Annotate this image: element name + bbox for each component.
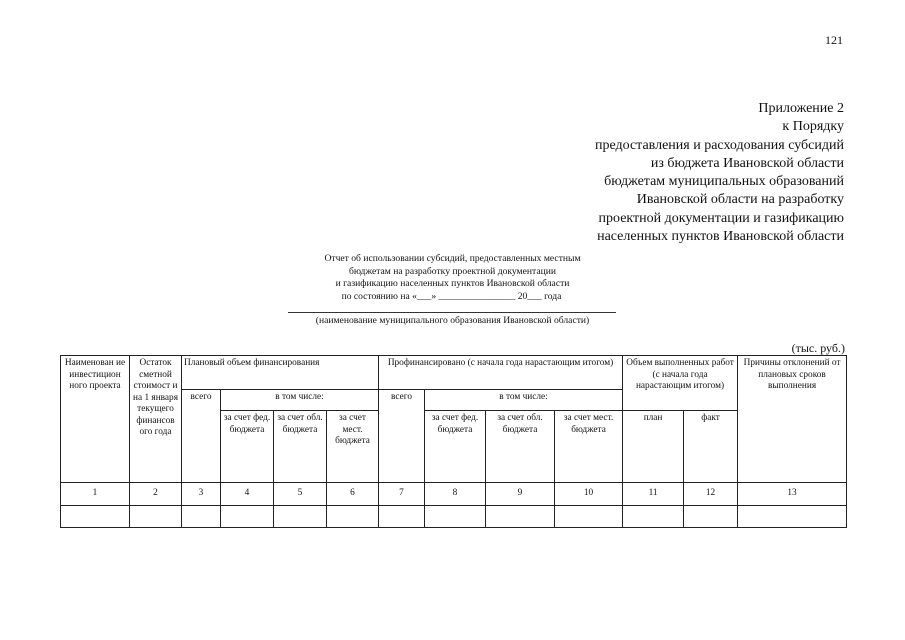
header-financed-mest: за счет мест. бюджета: [555, 411, 623, 483]
header-completed-work: Объем выполненных работ (с начала года нарастающим итогом): [623, 356, 738, 411]
municipality-underline: [288, 312, 616, 313]
table-cell: [623, 506, 684, 528]
header-financed-fed: за счет фед. бюджета: [425, 411, 486, 483]
column-number: 11: [623, 483, 684, 506]
header-planned-obl: за счет обл. бюджета: [274, 411, 327, 483]
header-financed-obl: за счет обл. бюджета: [486, 411, 555, 483]
page-number: 121: [825, 33, 843, 47]
column-number: 2: [130, 483, 182, 506]
header-financed: Профинансировано (с начала года нарастающим итогом): [379, 356, 623, 390]
column-number: 12: [684, 483, 738, 506]
report-title-line: бюджетам на разработку проектной документации: [349, 265, 556, 277]
table-cell: [221, 506, 274, 528]
header-planned-financing: Плановый объем финансирования: [182, 356, 379, 390]
column-number: 6: [327, 483, 379, 506]
column-number: 3: [182, 483, 221, 506]
column-number: 13: [738, 483, 847, 506]
units-label: (тыс. руб.): [791, 341, 845, 355]
column-number: 4: [221, 483, 274, 506]
table-cell: [555, 506, 623, 528]
header-financed-including: в том числе:: [425, 390, 623, 411]
column-number: 10: [555, 483, 623, 506]
header-fact: факт: [684, 411, 738, 483]
table-cell: [274, 506, 327, 528]
appendix-line: населенных пунктов Ивановской области: [597, 229, 844, 245]
column-number: 5: [274, 483, 327, 506]
header-balance: Остаток сметной стоимост и на 1 января текущего финансов ого года: [130, 356, 182, 483]
appendix-heading: [595, 100, 844, 246]
appendix-line: Ивановской области на разработку: [636, 192, 844, 208]
header-financed-total: всего: [379, 390, 425, 483]
report-table: [60, 355, 847, 528]
table-cell: [425, 506, 486, 528]
table-cell: [182, 506, 221, 528]
report-title-line: Отчет об использовании субсидий, предоставленных местным: [324, 253, 581, 264]
column-number: 9: [486, 483, 555, 506]
header-plan: план: [623, 411, 684, 483]
column-number: 8: [425, 483, 486, 506]
appendix-line: предоставления и расходования субсидий: [594, 137, 844, 153]
table-cell: [327, 506, 379, 528]
report-title-line: и газификацию населенных пунктов Ивановской области: [335, 278, 570, 290]
header-project-name: Наименован ие инвестицион ного проекта: [61, 356, 130, 483]
table-cell: [130, 506, 182, 528]
appendix-line: Приложение 2: [758, 101, 844, 116]
header-deviation-reasons: Причины отклонений от плановых сроков выполнения: [738, 356, 847, 483]
appendix-line: проектной документации и газификацию: [598, 210, 844, 226]
column-number: 1: [61, 483, 130, 506]
appendix-line: из бюджета Ивановской области: [650, 155, 844, 171]
report-title: [0, 253, 905, 303]
table-cell: [486, 506, 555, 528]
header-planned-mest: за счет мест. бюджета: [327, 411, 379, 483]
table-cell: [379, 506, 425, 528]
appendix-line: бюджетам муниципальных образований: [604, 174, 844, 190]
appendix-line: к Порядку: [782, 119, 844, 135]
table-cell: [684, 506, 738, 528]
municipality-caption: (наименование муниципального образования Ивановской области): [315, 315, 590, 326]
header-planned-including: в том числе:: [221, 390, 379, 411]
header-planned-total: всего: [182, 390, 221, 483]
empty-data-row: [61, 506, 847, 528]
report-date-line: по состоянию на «___» ________________ 20___ года: [341, 290, 562, 302]
table-cell: [61, 506, 130, 528]
table-cell: [738, 506, 847, 528]
column-number: 7: [379, 483, 425, 506]
header-planned-fed: за счет фед. бюджета: [221, 411, 274, 483]
